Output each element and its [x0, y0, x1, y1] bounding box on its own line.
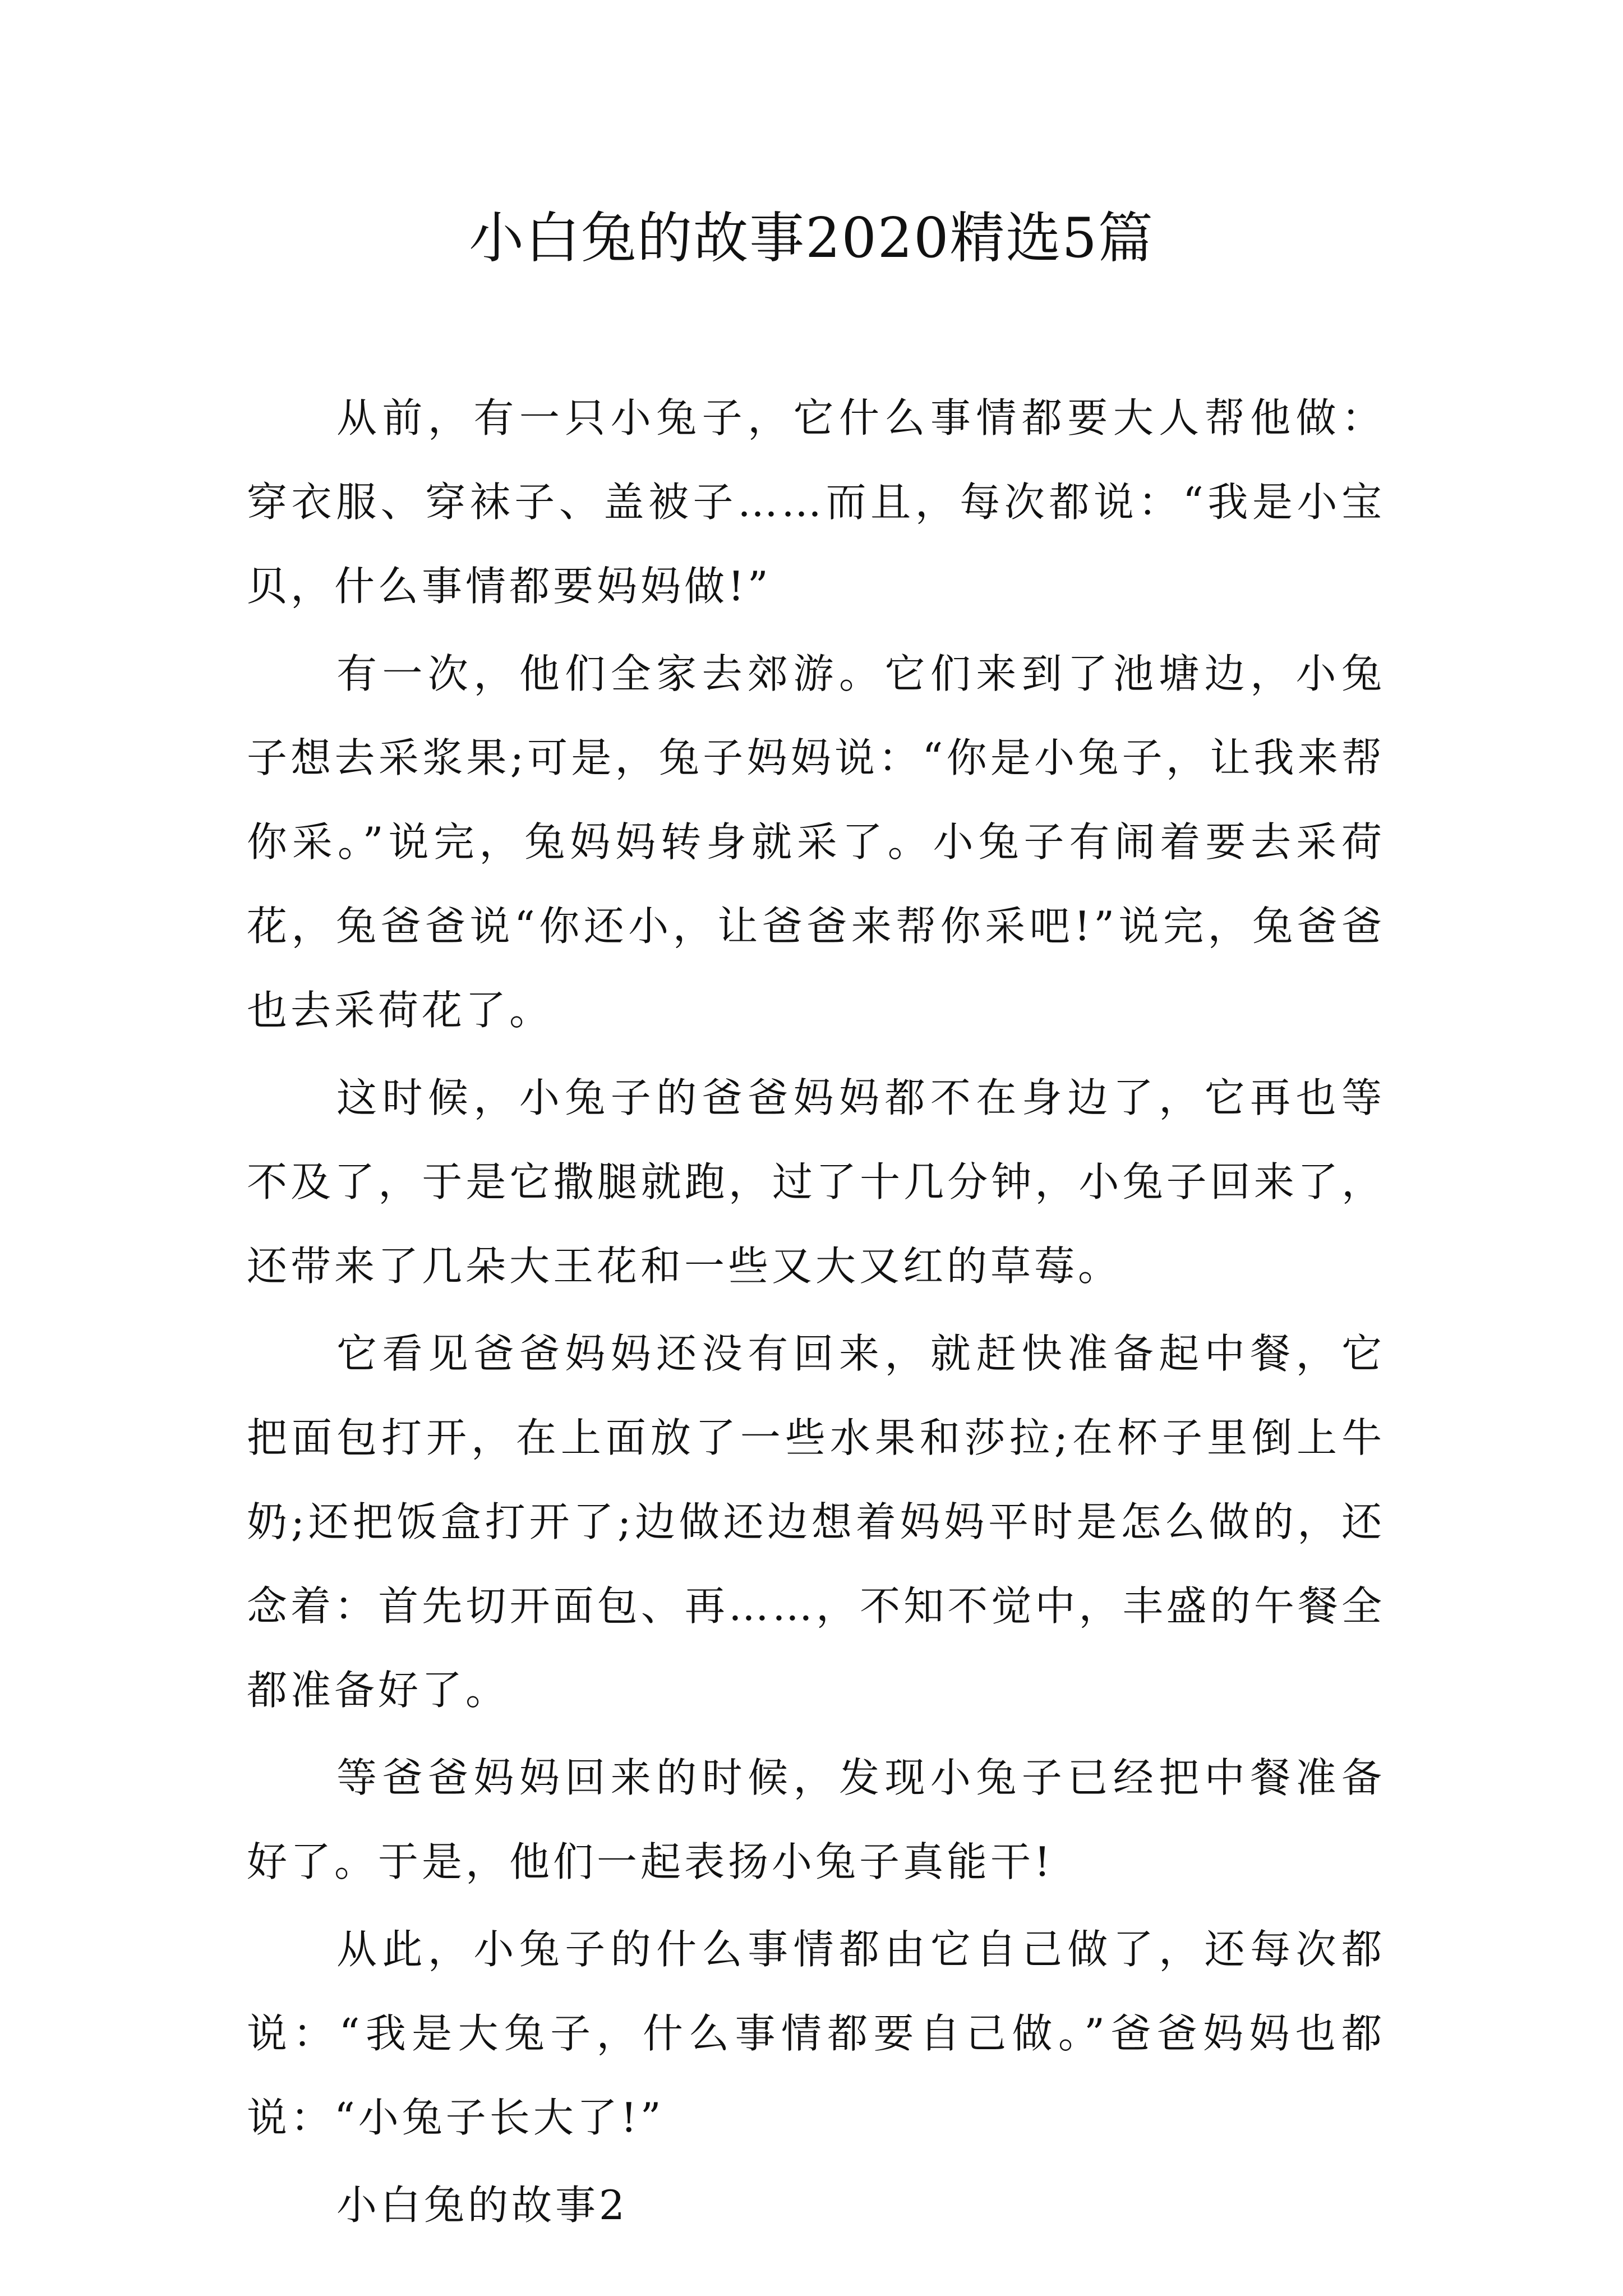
paragraph-4: 它看见爸爸妈妈还没有回来，就赶快准备起中餐，它把面包打开，在上面放了一些水果和莎拉;在杯子里倒上牛奶;还把饭盒打开了;边做还边想着妈妈平时是怎么做的，还念着：首先切开面包、再……，不知不觉中，丰盛的午餐全都准备好了。: [247, 1330, 1385, 1714]
paragraph-3: 这时候，小兔子的爸爸妈妈都不在身边了，它再也等不及了，于是它撒腿就跑，过了十几分钟，小兔子回来了，还带来了几朵大王花和一些又大又红的草莓。: [247, 1074, 1385, 1290]
section-heading-2: 小白兔的故事2: [336, 2182, 628, 2229]
paragraph-2: 有一次，他们全家去郊游。它们来到了池塘边，小兔子想去采浆果;可是，兔子妈妈说：“你是小兔子，让我来帮你采。”说完，兔妈妈转身就采了。小兔子有闹着要去采荷花，兔爸爸说“你还小，让爸爸来帮你采吧!”说完，兔爸爸也去采荷花了。: [247, 650, 1385, 1034]
document-title: 小白兔的故事2020精选5篇: [469, 206, 1154, 270]
paragraph-1: 从前，有一只小兔子，它什么事情都要大人帮他做：穿衣服、穿袜子、盖被子……而且，每次都说：“我是小宝贝，什么事情都要妈妈做!”: [247, 394, 1385, 610]
paragraph-5: 等爸爸妈妈回来的时候，发现小兔子已经把中餐准备好了。于是，他们一起表扬小兔子真能干!: [247, 1754, 1385, 1885]
document-body: [247, 376, 1385, 2247]
paragraph-6: 从此，小兔子的什么事情都由它自己做了，还每次都说：“我是大兔子，什么事情都要自己做。”爸爸妈妈也都说：“小兔子长大了!”: [247, 1926, 1385, 2141]
